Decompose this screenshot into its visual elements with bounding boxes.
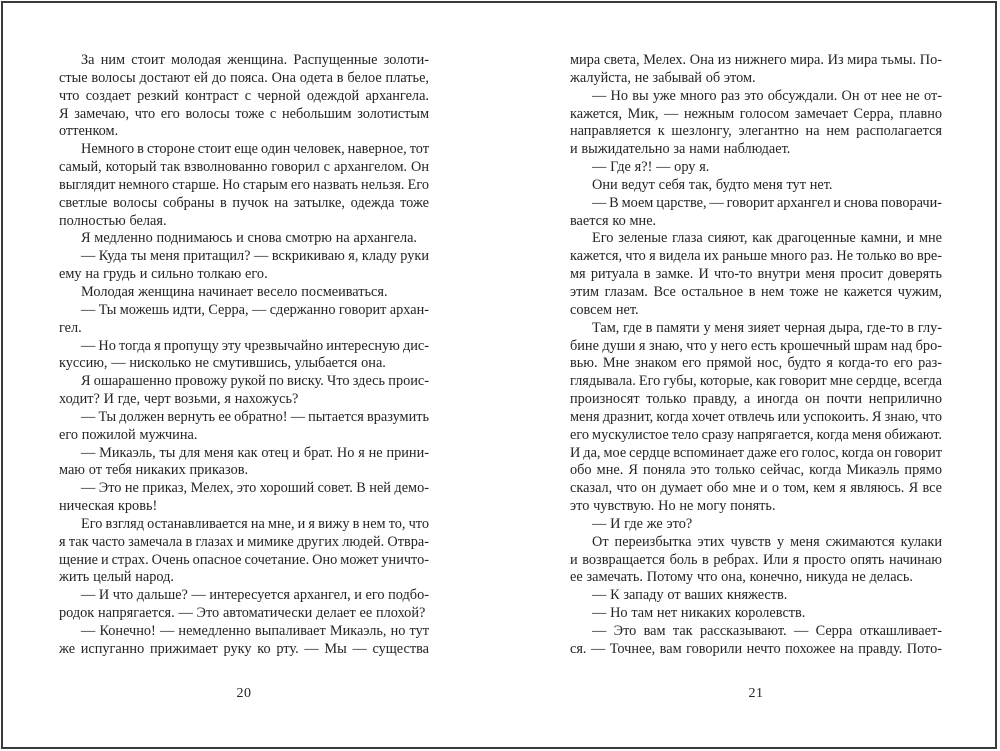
right-page-text-block	[570, 52, 942, 659]
right-page-number: 21	[748, 686, 764, 701]
text-line: — И где же это?	[592, 515, 693, 532]
text-line: ее замечать. Потому что она, конечно, никуда не делась.	[570, 569, 913, 586]
text-line: его пожилой мужчина.	[59, 426, 198, 443]
text-line: Там, где в памяти у меня зияет черная дыра, где-то в глу-	[592, 319, 942, 336]
text-line: жить целый народ.	[59, 569, 174, 586]
text-line: ходит? И где, черт возьми, я нахожусь?	[59, 391, 299, 408]
text-line: Немного в стороне стоит еще один человек, наверное, тот	[81, 141, 429, 158]
text-line: ему на грудь и сильно толкаю его.	[59, 266, 268, 283]
text-line: — Где я?! — ору я.	[592, 159, 710, 176]
text-line: ническая кровь!	[59, 498, 158, 515]
text-line: мя ритуала в замке. И что-то внутри меня просит доверять	[570, 266, 942, 283]
text-line: кажется, Мик, — нежным голосом замечает Серра, плавно	[570, 105, 942, 122]
text-line: — Конечно! — немедленно выпаливает Микаэль, но тут	[81, 623, 429, 639]
text-line: куссию, — нисколько не смутившись, улыбается она.	[59, 355, 386, 372]
text-line: — Ты должен вернуть ее обратно! — пытается вразумить	[81, 408, 429, 425]
text-line: За ним стоит молодая женщина. Распущенные золоти-	[81, 52, 429, 68]
text-line: полностью белая.	[59, 212, 167, 229]
text-line: — В моем царстве, — говорит архангел и снова поворачи-	[592, 194, 942, 211]
text-line: гел.	[59, 319, 82, 336]
text-line: вью. Мне знаком его прямой нос, будто я когда-то его раз-	[570, 355, 942, 372]
text-line: — Ты можешь идти, Серра, — сдержанно говорит архан-	[81, 301, 429, 318]
text-line: направляется к шезлонгу, элегантно на нем располагается	[570, 123, 942, 140]
text-line: обо мне. Я поняла это только сейчас, когда Микаэль прямо	[570, 462, 942, 479]
text-line: Его взгляд останавливается на мне, и я вижу в нем то, что	[81, 515, 429, 532]
text-line: И да, мое сердце вспоминает даже его голос, когда он говорит	[570, 444, 942, 461]
text-line: меня дразнит, когда хочет отвлечь или успокоить. Я знаю, что	[570, 408, 942, 425]
text-line: же испуганно прижимает руку ко рту. — Мы — существа	[59, 640, 429, 657]
text-line: и возвращается боль в ребрах. Или я просто опять начинаю	[570, 551, 942, 568]
text-line: — Но там нет никаких королевств.	[592, 605, 806, 622]
text-line: — Но тогда я пропущу эту чрезвычайно интересную дис-	[81, 337, 429, 354]
text-line: — Это вам так рассказывают. — Серра откашливает-	[592, 623, 942, 639]
text-line: вается ко мне.	[570, 212, 657, 229]
text-line: жалуйста, не забывай об этом.	[570, 69, 756, 86]
text-line: Его зеленые глаза сияют, как драгоценные камни, и мне	[592, 230, 942, 247]
text-line: и выжидательно за нами наблюдает.	[570, 141, 791, 158]
text-line: — Микаэль, ты для меня как отец и брат. Но я не прини-	[81, 444, 429, 461]
text-line: я так часто замечала в глазах и мимике других людей. Отвра-	[59, 533, 429, 550]
text-line: мира света, Мелех. Она из нижнего мира. Из мира тьмы. По-	[570, 52, 942, 68]
left-page-text-block	[59, 52, 429, 659]
text-line: От переизбытка этих чувств у меня сжимаются кулаки	[592, 533, 942, 550]
text-line: глядывала. Его губы, которые, как говорит мне сердце, всегда	[570, 373, 942, 390]
text-line: Я медленно поднимаюсь и снова смотрю на архангела.	[81, 230, 418, 247]
text-line: самый, который так взволнованно говорил с архангелом. Он	[59, 159, 429, 176]
text-line: стые волосы достают ей до пояса. Она одета в белое платье,	[59, 69, 429, 86]
text-line: что создает резкий контраст с черной одеждой архангела.	[59, 87, 429, 104]
text-line: его мускулистое тело сразу напрягается, когда меня обижают.	[570, 426, 942, 443]
text-line: сказал, что он думает обо мне и о том, кем я являюсь. Я все	[570, 480, 942, 497]
text-line: произносят только правду, а иногда он почти неприлично	[570, 391, 942, 408]
text-line: Я ошарашенно провожу рукой по виску. Что здесь проис-	[81, 373, 429, 390]
left-page-number: 20	[236, 686, 252, 701]
text-line: бине души я знаю, что у него есть крошечный шрам над бро-	[570, 337, 942, 354]
text-line: — Это не приказ, Мелех, это хороший совет. В ней демо-	[81, 480, 429, 497]
text-line: — К западу от ваших княжеств.	[592, 587, 788, 604]
text-line: оттенком.	[59, 123, 119, 140]
text-line: выглядит немного старше. Но старым его назвать нельзя. Его	[59, 176, 429, 193]
text-line: маю от тебя никаких приказов.	[59, 462, 249, 479]
text-line: совсем нет.	[570, 301, 639, 318]
text-line: — Куда ты меня притащил? — вскрикиваю я, кладу руки	[81, 248, 429, 265]
text-line: щение и страх. Очень опасное сочетание. Оно может уничто-	[59, 551, 429, 568]
text-line: ся. — Точнее, вам говорили нечто похожее на правду. Пото-	[570, 640, 942, 657]
text-line: Я замечаю, что его волосы тоже с небольшим золотистым	[59, 105, 429, 122]
text-line: — И что дальше? — интересуется архангел, и его подбо-	[81, 587, 429, 604]
text-line: Они ведут себя так, будто меня тут нет.	[592, 176, 833, 193]
text-line: этим глазам. Все остальное в нем тоже не кажется чужим,	[570, 283, 942, 300]
text-line: светлые волосы собраны в пучок на затылке, одежда тоже	[59, 194, 429, 211]
text-line: родок напрягается. — Это автоматически делает ее плохой?	[59, 605, 426, 622]
text-line: это чувствую. Но не могу понять.	[570, 498, 776, 515]
text-line: — Но вы уже много раз это обсуждали. Он от нее не от-	[592, 87, 942, 104]
text-line: кажется, что я видела их раньше много раз. Не только во вре-	[570, 248, 942, 265]
text-line: Молодая женщина начинает весело посмеиваться.	[81, 283, 388, 300]
